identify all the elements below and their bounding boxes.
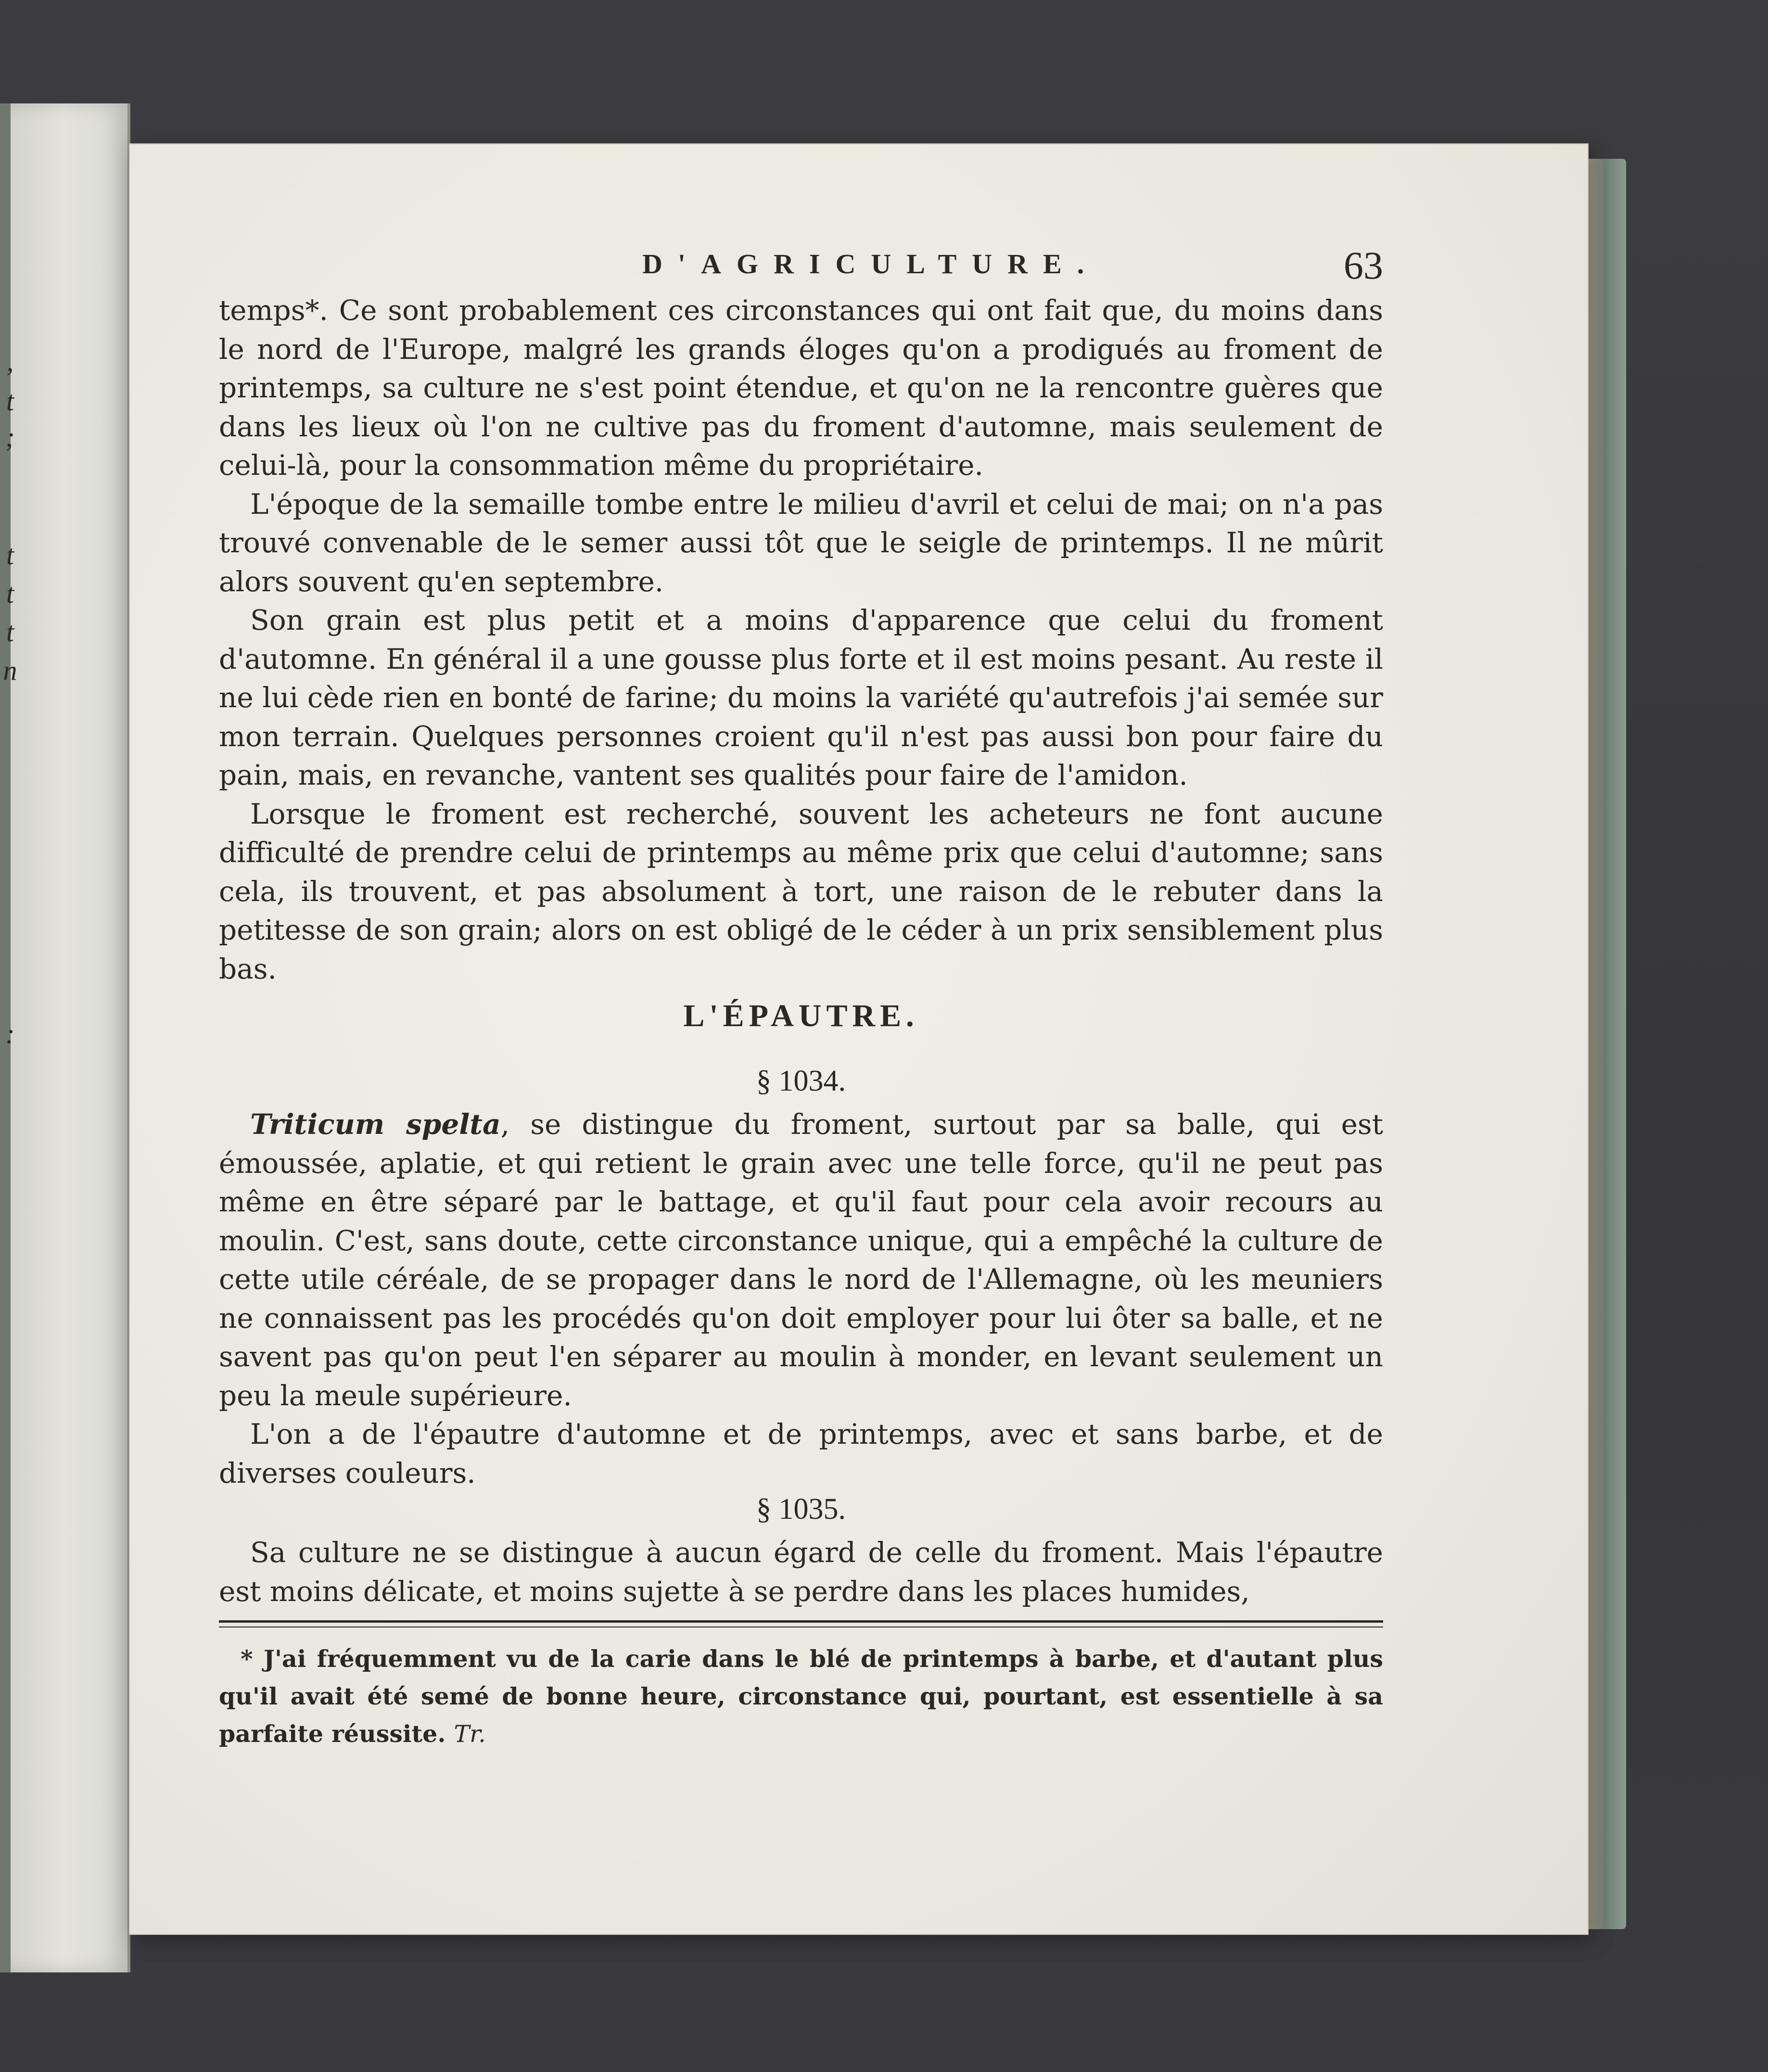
paragraph: Son grain est plus petit et a moins d'apparence que celui du froment d'automne. En général il a une gousse plus forte et il est moins pesant. Au reste il ne lui cède rien en bonté de farine; du moins la variété qu'autrefois j'ai semée sur mon terrain. Quelques personnes croient qu'il n'est pas aussi bon pour faire du pain, mais, en revanche, vantent ses qualités pour faire de l'amidon. xyxy=(219,604,1383,791)
paragraph-text: , se distingue du froment, surtout par sa balle, qui est émoussée, aplatie, et qui retient le grain avec une telle force, qu'il ne peut pas même en être séparé par le battage, et qu'il faut pour cela avoir recours au moulin. C'est, sans doute, cette circonstance unique, qui a empêché la culture de cette utile céréale, de se propager dans le nord de l'Allemagne, où les meuniers ne connaissent pas les procédés qu'on doit employer pour lui ôter sa balle, et ne savent pas qu'on peut l'en séparer au moulin à monder, en levant seulement un peu la meule supérieure. xyxy=(219,1108,1384,1412)
footnote-rule xyxy=(219,1620,1383,1627)
previous-page-edge xyxy=(0,103,130,1972)
margin-fragment: : xyxy=(5,1018,15,1049)
margin-fragment: n xyxy=(3,655,17,686)
page-number: 63 xyxy=(1344,243,1383,287)
section-number: § 1035. xyxy=(756,1493,846,1525)
footnote xyxy=(219,1640,1383,1753)
paragraph: Lorsque le froment est recherché, souvent les acheteurs ne font aucune difficulté de prendre celui de printemps au même prix que celui d'automne; sans cela, ils trouvent, et pas absolument à tort, une raison de le rebuter dans la petitesse de son grain; alors on est obligé de le céder à un prix sensiblement plus bas. xyxy=(219,797,1383,985)
running-header xyxy=(219,243,1383,291)
margin-fragment: , xyxy=(6,346,14,377)
running-title: D'AGRICULTURE. xyxy=(642,248,1100,280)
paragraph xyxy=(219,1105,1383,1415)
latin-name: Triticum spelta xyxy=(250,1108,501,1141)
paragraph: L'époque de la semaille tombe entre le milieu d'avril et celui de mai; on n'a pas trouvé convenable de le semer aussi tôt que le seigle de printemps. Il ne mûrit alors souvent qu'en septembre. xyxy=(219,487,1383,598)
margin-fragment: t xyxy=(6,578,14,609)
footnote-text: * J'ai fréquemment vu de la carie dans le blé de printemps à barbe, et d'autant plus qu'il avait été semé de bonne heure, circonstance qui, pourtant, est essentielle à sa parfaite réussite. xyxy=(219,1645,1383,1748)
margin-fragment: t xyxy=(6,539,14,571)
translator-mark: Tr. xyxy=(454,1720,486,1748)
margin-fragment: t xyxy=(6,385,14,417)
margin-fragment: ; xyxy=(5,421,15,453)
section-heading: L'ÉPAUTRE. xyxy=(683,998,919,1033)
paragraph: temps*. Ce sont probablement ces circonstances qui ont fait que, du moins dans le nord de l'Europe, malgré les grands éloges qu'on a prodigués au froment de printemps, sa culture ne s'est point étendue, et qu'on ne la rencontre guères que dans les lieux où l'on ne cultive pas du froment d'automne, mais seulement de celui-là, pour la consommation même du propriétaire. xyxy=(219,294,1383,482)
margin-fragment: t xyxy=(6,616,14,648)
page-text xyxy=(219,243,1384,1753)
paragraph: Sa culture ne se distingue à aucun égard de celle du froment. Mais l'épautre est moins délicate, et moins sujette à se perdre dans les places humides, xyxy=(219,1536,1383,1608)
page-stack-edge xyxy=(1588,159,1626,1929)
section-number: § 1034. xyxy=(756,1065,846,1097)
paragraph: L'on a de l'épautre d'automne et de printemps, avec et sans barbe, et de diverses couleurs. xyxy=(219,1418,1383,1489)
